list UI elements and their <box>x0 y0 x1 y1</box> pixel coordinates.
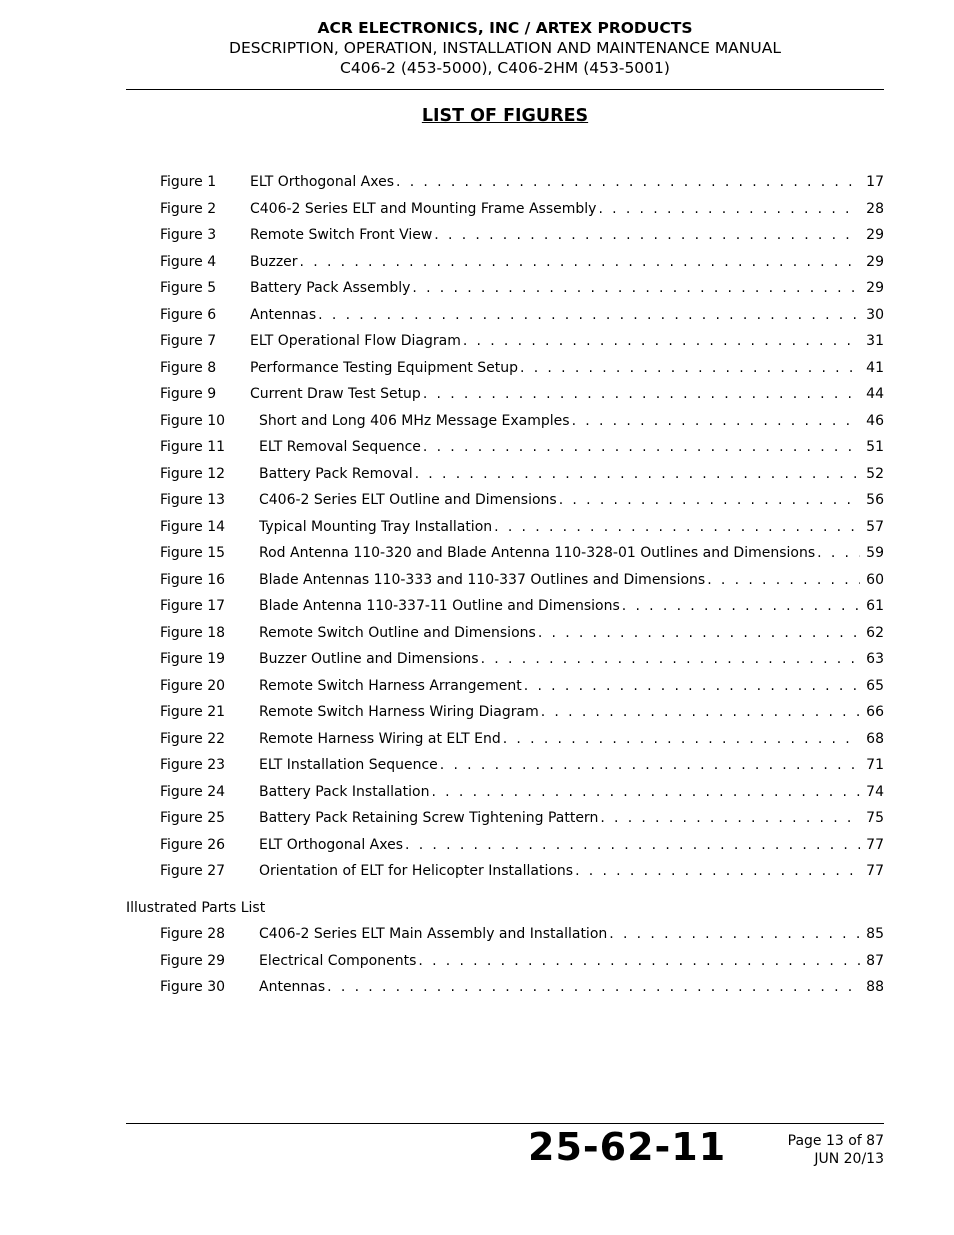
dot-leader <box>575 861 860 881</box>
dot-leader <box>494 517 860 537</box>
figure-number: Figure 2 <box>160 201 217 217</box>
figure-page-number: 85 <box>860 924 884 944</box>
figure-page-number: 17 <box>860 172 884 192</box>
toc-entry[interactable] <box>160 384 884 404</box>
figure-page-number: 63 <box>860 649 884 669</box>
figure-number: Figure 29 <box>160 953 226 969</box>
toc-entry[interactable] <box>160 835 884 855</box>
figure-page-number: 52 <box>860 464 884 484</box>
figure-page-number: 65 <box>860 676 884 696</box>
figure-title: Blade Antennas 110-333 and 110-337 Outlines and Dimensions <box>259 572 706 588</box>
figure-title: ELT Operational Flow Diagram <box>250 333 461 349</box>
toc-entry[interactable] <box>160 172 884 192</box>
figure-title: Buzzer <box>250 254 298 270</box>
figure-title: Rod Antenna 110-320 and Blade Antenna 110-328-01 Outlines and Dimensions <box>259 545 816 561</box>
figure-title: Electrical Components <box>259 953 417 969</box>
figure-number: Figure 21 <box>160 704 226 720</box>
figure-page-number: 44 <box>860 384 884 404</box>
figure-page-number: 88 <box>860 977 884 997</box>
figure-number: Figure 20 <box>160 678 226 694</box>
figure-title: Short and Long 406 MHz Message Examples <box>259 413 570 429</box>
dot-leader <box>396 172 860 192</box>
figure-page-number: 29 <box>860 225 884 245</box>
dot-leader <box>423 437 860 457</box>
figure-title: C406-2 Series ELT Main Assembly and Installation <box>259 926 608 942</box>
figure-title: Typical Mounting Tray Installation <box>259 519 493 535</box>
toc-entry[interactable] <box>160 702 884 722</box>
page-title: LIST OF FIGURES <box>421 106 589 126</box>
dot-leader <box>609 924 860 944</box>
toc-entry[interactable] <box>160 649 884 669</box>
figure-number: Figure 27 <box>160 863 226 879</box>
toc-entry[interactable] <box>160 252 884 272</box>
toc-entry[interactable] <box>160 543 884 563</box>
dot-leader <box>520 358 860 378</box>
toc-entry[interactable] <box>160 861 884 881</box>
document-number: 25-62-11 <box>528 1125 727 1169</box>
toc-entry[interactable] <box>160 729 884 749</box>
toc-entry[interactable] <box>160 437 884 457</box>
figure-title: Remote Switch Harness Wiring Diagram <box>259 704 539 720</box>
figure-number: Figure 13 <box>160 492 226 508</box>
figure-number: Figure 16 <box>160 572 226 588</box>
dot-leader <box>559 490 860 510</box>
toc-entry[interactable] <box>160 358 884 378</box>
figure-page-number: 68 <box>860 729 884 749</box>
figure-page-number: 60 <box>860 570 884 590</box>
dot-leader <box>418 951 860 971</box>
figure-page-number: 59 <box>860 543 884 563</box>
dot-leader <box>600 808 860 828</box>
dot-leader <box>318 305 860 325</box>
figure-number: Figure 25 <box>160 810 226 826</box>
figure-page-number: 28 <box>860 199 884 219</box>
dot-leader <box>707 570 860 590</box>
company-name: ACR ELECTRONICS, INC / ARTEX PRODUCTS <box>317 19 693 37</box>
figure-title: Battery Pack Installation <box>259 784 430 800</box>
toc-entry[interactable] <box>160 951 884 971</box>
dot-leader <box>598 199 860 219</box>
dot-leader <box>463 331 860 351</box>
figure-page-number: 66 <box>860 702 884 722</box>
page-info <box>788 1132 884 1168</box>
figure-number: Figure 30 <box>160 979 226 995</box>
model-numbers: C406-2 (453-5000), C406-2HM (453-5001) <box>340 59 670 77</box>
page-number: Page 13 of 87 <box>787 1133 884 1149</box>
toc-entry[interactable] <box>160 225 884 245</box>
dot-leader <box>431 782 860 802</box>
toc-entry[interactable] <box>160 411 884 431</box>
figure-number: Figure 1 <box>160 174 217 190</box>
toc-entry[interactable] <box>160 490 884 510</box>
figure-page-number: 31 <box>860 331 884 351</box>
figure-title: Remote Switch Front View <box>250 227 433 243</box>
toc-entry[interactable] <box>160 331 884 351</box>
toc-entry[interactable] <box>160 464 884 484</box>
figure-title: Buzzer Outline and Dimensions <box>259 651 479 667</box>
figure-number: Figure 23 <box>160 757 226 773</box>
dot-leader <box>405 835 860 855</box>
figure-number: Figure 4 <box>160 254 217 270</box>
figure-number: Figure 12 <box>160 466 226 482</box>
figure-page-number: 51 <box>860 437 884 457</box>
figure-page-number: 29 <box>860 278 884 298</box>
toc-entry[interactable] <box>160 517 884 537</box>
dot-leader <box>300 252 861 272</box>
ipl-section-label: Illustrated Parts List <box>126 900 266 916</box>
figure-number: Figure 3 <box>160 227 217 243</box>
dot-leader <box>538 623 860 643</box>
figure-title: Remote Switch Harness Arrangement <box>259 678 522 694</box>
figure-number: Figure 11 <box>160 439 226 455</box>
figure-page-number: 46 <box>860 411 884 431</box>
figure-title: Battery Pack Assembly <box>250 280 411 296</box>
dot-leader <box>423 384 860 404</box>
figure-title: Battery Pack Retaining Screw Tightening Pattern <box>259 810 599 826</box>
document-header <box>126 18 884 78</box>
figure-title: Performance Testing Equipment Setup <box>250 360 519 376</box>
figure-number: Figure 17 <box>160 598 226 614</box>
figure-page-number: 30 <box>860 305 884 325</box>
figure-title: ELT Orthogonal Axes <box>259 837 404 853</box>
toc-entry[interactable] <box>160 977 884 997</box>
figure-title: Antennas <box>250 307 317 323</box>
dot-leader <box>481 649 861 669</box>
figure-page-number: 56 <box>860 490 884 510</box>
figure-title: C406-2 Series ELT Outline and Dimensions <box>259 492 557 508</box>
toc-entry[interactable] <box>160 596 884 616</box>
figure-title: Blade Antenna 110-337-11 Outline and Dimensions <box>259 598 620 614</box>
toc-entry[interactable] <box>160 755 884 775</box>
figure-page-number: 29 <box>860 252 884 272</box>
toc-entry[interactable] <box>160 623 884 643</box>
toc-entry[interactable] <box>160 278 884 298</box>
dot-leader <box>572 411 861 431</box>
figure-page-number: 87 <box>860 951 884 971</box>
figure-number: Figure 19 <box>160 651 226 667</box>
figure-number: Figure 6 <box>160 307 217 323</box>
toc-entry[interactable] <box>160 199 884 219</box>
dot-leader <box>412 278 860 298</box>
dot-leader <box>817 543 860 563</box>
figure-number: Figure 9 <box>160 386 217 402</box>
figure-page-number: 77 <box>860 835 884 855</box>
figure-title: Battery Pack Removal <box>259 466 413 482</box>
footer-divider <box>126 1123 884 1124</box>
figure-number: Figure 10 <box>160 413 226 429</box>
figure-title: C406-2 Series ELT and Mounting Frame Assembly <box>250 201 597 217</box>
figure-number: Figure 15 <box>160 545 226 561</box>
figure-page-number: 62 <box>860 623 884 643</box>
figure-title: Current Draw Test Setup <box>250 386 421 402</box>
figure-title: ELT Installation Sequence <box>259 757 438 773</box>
dot-leader <box>440 755 860 775</box>
toc-entry[interactable] <box>160 570 884 590</box>
figure-page-number: 75 <box>860 808 884 828</box>
figure-number: Figure 24 <box>160 784 226 800</box>
figure-number: Figure 18 <box>160 625 226 641</box>
dot-leader <box>434 225 860 245</box>
figure-title: ELT Orthogonal Axes <box>250 174 395 190</box>
dot-leader <box>327 977 860 997</box>
figure-number: Figure 8 <box>160 360 217 376</box>
dot-leader <box>541 702 860 722</box>
figure-number: Figure 7 <box>160 333 217 349</box>
dot-leader <box>503 729 860 749</box>
figure-title: Remote Harness Wiring at ELT End <box>259 731 501 747</box>
figure-page-number: 74 <box>860 782 884 802</box>
figure-title: Orientation of ELT for Helicopter Installations <box>259 863 574 879</box>
toc-entry[interactable] <box>160 808 884 828</box>
figure-page-number: 71 <box>860 755 884 775</box>
dot-leader <box>524 676 860 696</box>
manual-title: DESCRIPTION, OPERATION, INSTALLATION AND MAINTENANCE MANUAL <box>229 39 781 57</box>
figure-page-number: 77 <box>860 861 884 881</box>
revision-date: JUN 20/13 <box>814 1151 884 1167</box>
toc-entry[interactable] <box>160 924 884 944</box>
dot-leader <box>415 464 861 484</box>
figure-page-number: 41 <box>860 358 884 378</box>
toc-entry[interactable] <box>160 782 884 802</box>
figure-number: Figure 14 <box>160 519 226 535</box>
figure-number: Figure 22 <box>160 731 226 747</box>
figure-title: Remote Switch Outline and Dimensions <box>259 625 536 641</box>
dot-leader <box>622 596 860 616</box>
header-divider <box>126 89 884 90</box>
figure-page-number: 61 <box>860 596 884 616</box>
figure-title: ELT Removal Sequence <box>259 439 421 455</box>
figure-title: Antennas <box>259 979 326 995</box>
figure-number: Figure 28 <box>160 926 226 942</box>
toc-entry[interactable] <box>160 305 884 325</box>
toc-entry[interactable] <box>160 676 884 696</box>
figure-number: Figure 5 <box>160 280 217 296</box>
figure-number: Figure 26 <box>160 837 226 853</box>
figure-page-number: 57 <box>860 517 884 537</box>
